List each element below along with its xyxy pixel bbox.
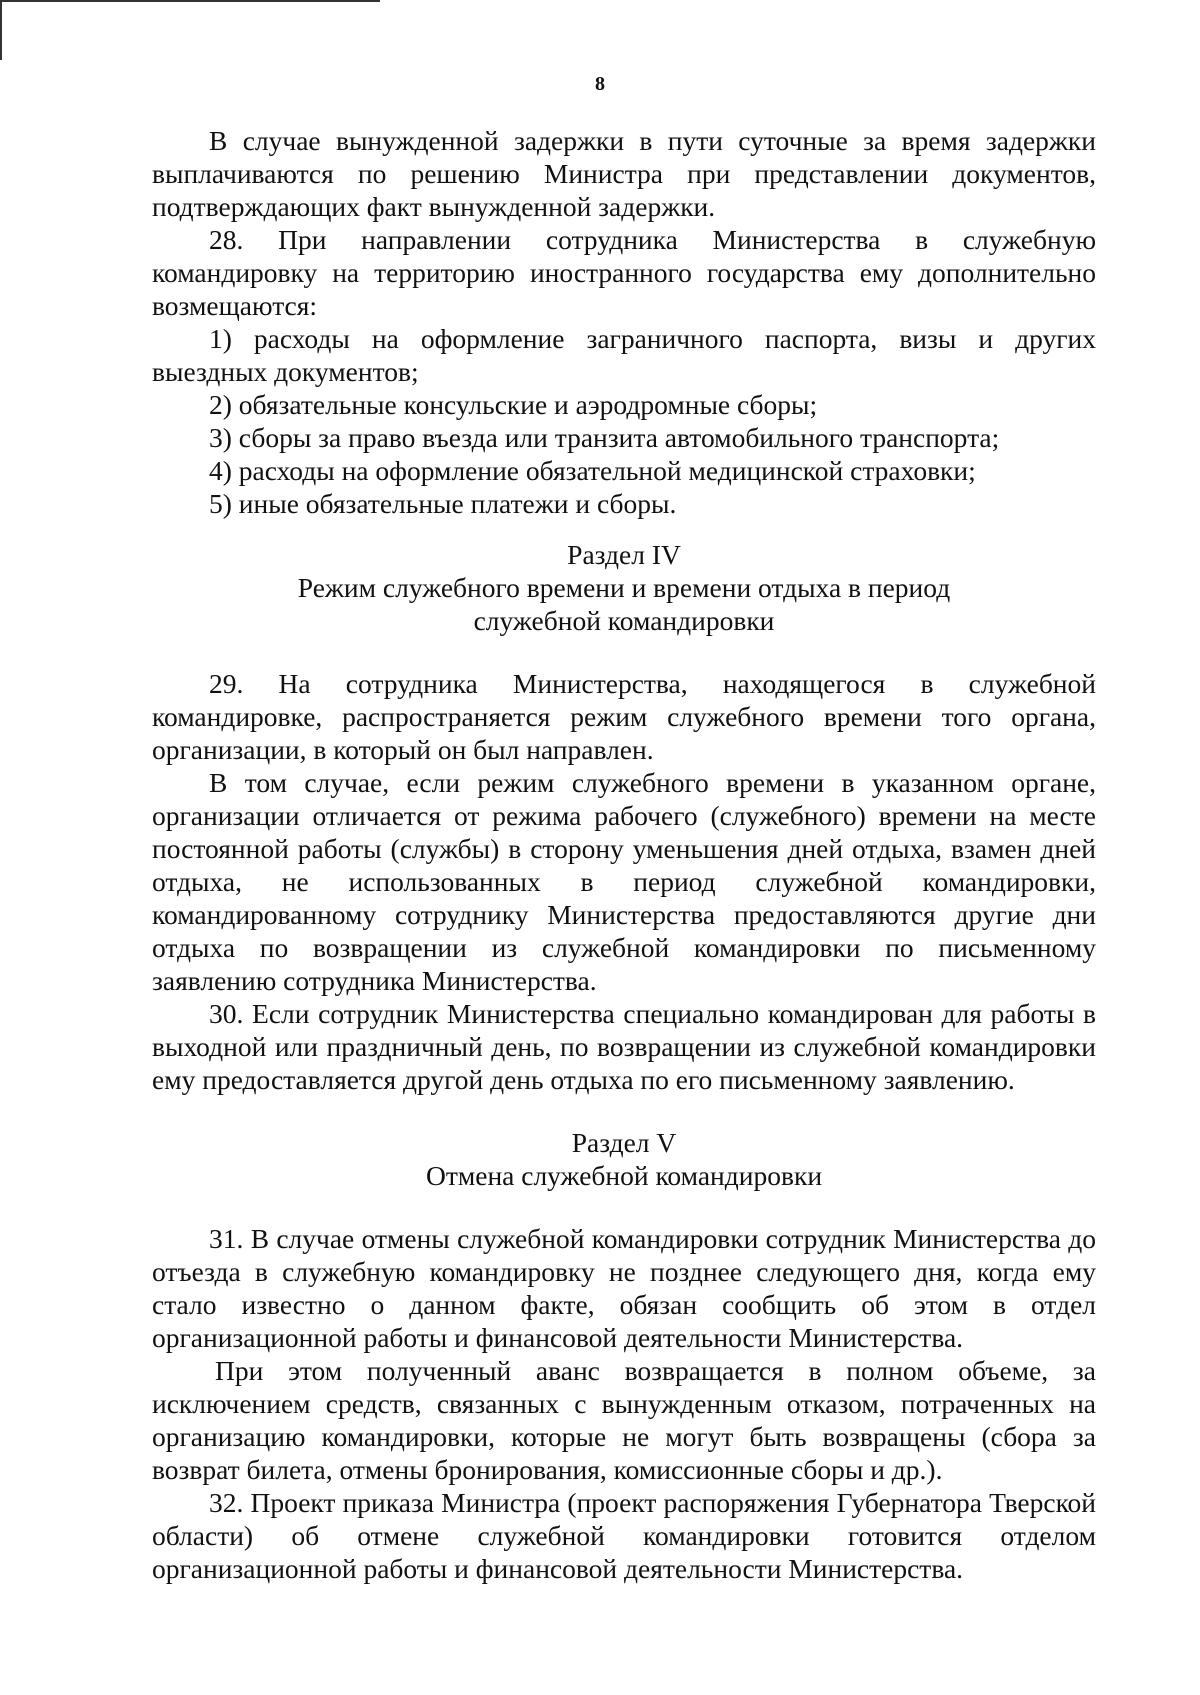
paragraph-29-continued: В том случае, если режим служебного времени в указанном органе, организации отличается от режима рабочего (служебного) времени на месте постоянной работы (службы) в сторону уменьшения дней отдыха, взамен дней отдыха, не использованных в период служебной командировки, командированному сотруднику Министерства предоставляются другие дни отдыха по возвращении из служебной командировки по письменному заявлению сотрудника Министерства. <box>152 767 1096 996</box>
paragraph-30: 30. Если сотрудник Министерства специально командирован для работы в выходной или праздничный день, по возвращении из служебной командировки ему предоставляется другой день отдыха по его письменному заявлению. <box>152 998 1096 1095</box>
paragraph-delay: В случае вынужденной задержки в пути суточные за время задержки выплачиваются по решению Министра при представлении документов, подтверждающих факт вынужденной задержки. <box>152 125 1096 222</box>
section-4-label: Раздел IV <box>567 539 681 570</box>
list-item-3: 3) сборы за право въезда или транзита автомобильного транспорта; <box>209 422 1000 453</box>
section-5-label: Раздел V <box>571 1127 677 1158</box>
document-body <box>152 124 1096 1585</box>
paragraph-31: 31. В случае отмены служебной командировки сотрудник Министерства до отъезда в служебную командировку не позднее следующего дня, когда ему стало известно о данном факте, обязан сообщить об этом в отдел организационной работы и финансовой деятельности Министерства. <box>152 1223 1096 1353</box>
list-item-5: 5) иные обязательные платежи и сборы. <box>209 488 677 519</box>
paragraph-29: 29. На сотрудника Министерства, находящегося в служебной командировке, распространяется режим служебного времени того органа, организации, в который он был направлен. <box>152 668 1096 765</box>
list-item-4: 4) расходы на оформление обязательной медицинской страховки; <box>209 455 976 486</box>
scan-edge-top <box>0 0 380 2</box>
section-4-title-line-1: Режим служебного времени и времени отдыха в период <box>297 572 951 603</box>
list-item-1: 1) расходы на оформление заграничного паспорта, визы и других выездных документов; <box>152 323 1096 387</box>
scan-edge-left <box>0 0 2 60</box>
list-item-2: 2) обязательные консульские и аэродромные сборы; <box>209 389 818 420</box>
section-5-title: Отмена служебной командировки <box>425 1160 823 1191</box>
paragraph-31-continued: При этом полученный аванс возвращается в полном объеме, за исключением средств, связанных с вынужденным отказом, потраченных на организацию командировки, которые не могут быть возвращены (сбора за возврат билета, отмены бронирования, комиссионные сборы и др.). <box>152 1355 1096 1485</box>
page-number: 8 <box>595 73 605 95</box>
paragraph-32: 32. Проект приказа Министра (проект распоряжения Губернатора Тверской области) об отмене служебной командировки готовится отделом организационной работы и финансовой деятельности Министерства. <box>152 1487 1096 1584</box>
paragraph-28: 28. При направлении сотрудника Министерства в служебную командировку на территорию иностранного государства ему дополнительно возмещаются: <box>152 224 1096 321</box>
section-4-title-line-2: служебной командировки <box>473 605 775 636</box>
